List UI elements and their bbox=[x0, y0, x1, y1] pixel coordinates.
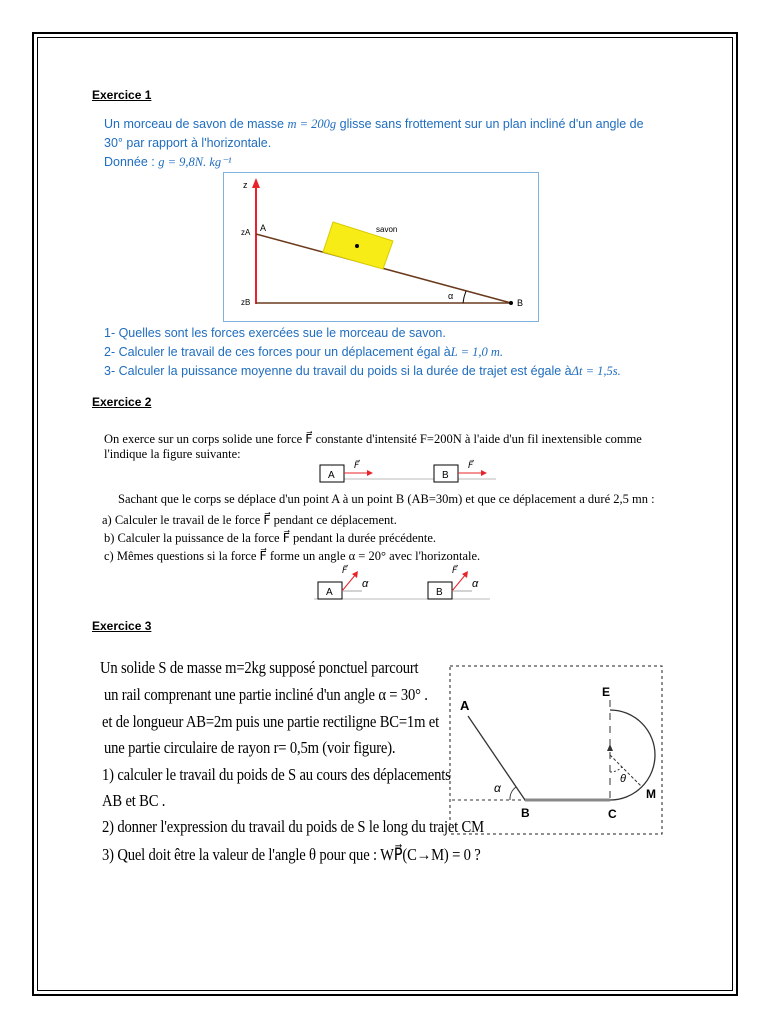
ex3-line-4: une partie circulaire de rayon r= 0,5m (voir figure). bbox=[104, 738, 396, 757]
ex2-fig2-alpha-2: α bbox=[472, 578, 479, 590]
ex3-fig-theta-label: θ bbox=[620, 773, 626, 785]
ex1-fig-zB-label: zB bbox=[241, 298, 251, 307]
ex1-fig-A-label: A bbox=[260, 223, 267, 233]
ex1-fig-B-label: B bbox=[517, 298, 524, 308]
ex3-fig-A-label: A bbox=[460, 698, 470, 713]
ex1-intro-line: Un morceau de savon de masse m = 200g glisse sans frottement sur un plan incliné d'un angle de bbox=[104, 117, 644, 131]
ex2-paragraph-line-2: l'indique la figure suivante: bbox=[104, 447, 241, 461]
ex2-fig1-F-label-2: F⃗ bbox=[468, 460, 474, 470]
ex3-rail-figure bbox=[448, 664, 664, 836]
ex3-line-6: AB et BC . bbox=[102, 791, 166, 810]
ex1-fig-savon-label: savon bbox=[376, 225, 398, 234]
ex3-line-7: 2) donner l'expression du travail du poids de S le long du trajet CM bbox=[102, 817, 484, 836]
ex3-fig-B-label: B bbox=[521, 806, 530, 820]
ex3-line-1: Un solide S de masse m=2kg supposé ponctuel parcourt bbox=[100, 658, 419, 677]
ex2-fig2-F-label-2: F⃗ bbox=[452, 565, 458, 575]
ex3-line-3: et de longueur AB=2m puis une partie rectiligne BC=1m et bbox=[102, 712, 439, 731]
ex2-fig1-F-label-1: F⃗ bbox=[354, 460, 360, 470]
ex1-question-3: 3- Calculer la puissance moyenne du travail du poids si la durée de trajet est égale àΔt = 1,5s. bbox=[104, 364, 621, 378]
ex2-fig1-B-label: B bbox=[442, 470, 449, 481]
ex3-line-5: 1) calculer le travail du poids de S au cours des déplacements bbox=[102, 765, 451, 784]
ex2-figure-1 bbox=[318, 458, 498, 486]
ex1-fig-zA-label: zA bbox=[241, 228, 251, 237]
ex2-fig1-A-label: A bbox=[328, 470, 335, 481]
ex2-fig2-A-label: A bbox=[326, 587, 333, 598]
ex1-question-1: 1- Quelles sont les forces exercées sue le morceau de savon. bbox=[104, 326, 446, 340]
ex2-question-a: a) Calculer le travail de le force F⃗ pendant ce déplacement. bbox=[102, 513, 397, 527]
ex2-paragraph-line-3: Sachant que le corps se déplace d'un point A à un point B (AB=30m) et que ce déplacement a duré 2,5 mn : bbox=[118, 492, 655, 506]
exercise-2-title: Exercice 2 bbox=[92, 395, 152, 409]
ex2-fig2-F-label-1: F⃗ bbox=[342, 565, 348, 575]
ex3-fig-C-label: C bbox=[608, 807, 617, 821]
ex3-fig-M-label: M bbox=[646, 787, 656, 801]
ex3-fig-E-label: E bbox=[602, 685, 611, 699]
exercise-3-title: Exercice 3 bbox=[92, 619, 152, 633]
ex3-line-2: un rail comprenant une partie incliné d'un angle α = 30° . bbox=[104, 685, 428, 704]
ex1-question-2: 2- Calculer le travail de ces forces pour un déplacement égal àL = 1,0 m. bbox=[104, 345, 504, 359]
ex3-fig-alpha-label: α bbox=[494, 781, 501, 795]
ex2-figure-2 bbox=[312, 563, 492, 605]
ex1-fig-alpha-label: α bbox=[448, 291, 454, 301]
ex2-question-c: c) Mêmes questions si la force F⃗ forme un angle α = 20° avec l'horizontale. bbox=[104, 549, 481, 563]
ex1-intro-line-2: 30° par rapport à l'horizontale. bbox=[104, 136, 272, 150]
ex1-fig-z-label: z bbox=[243, 180, 248, 190]
ex2-fig2-B-label: B bbox=[436, 587, 443, 598]
ex2-paragraph-line-1: On exerce sur un corps solide une force F⃗ constante d'intensité F=200N à l'aide d'un fil inextensible comme bbox=[104, 432, 642, 446]
ex3-line-8: 3) Quel doit être la valeur de l'angle θ pour que : WP⃗(C→M) = 0 ? bbox=[102, 845, 481, 864]
ex1-incline-figure bbox=[223, 172, 539, 322]
ex1-given: Donnée : g = 9,8N. kg⁻¹ bbox=[104, 155, 232, 169]
exercise-1-title: Exercice 1 bbox=[92, 88, 152, 102]
ex2-fig2-alpha-1: α bbox=[362, 578, 369, 590]
ex2-question-b: b) Calculer la puissance de la force F⃗ pendant la durée précédente. bbox=[104, 531, 437, 545]
